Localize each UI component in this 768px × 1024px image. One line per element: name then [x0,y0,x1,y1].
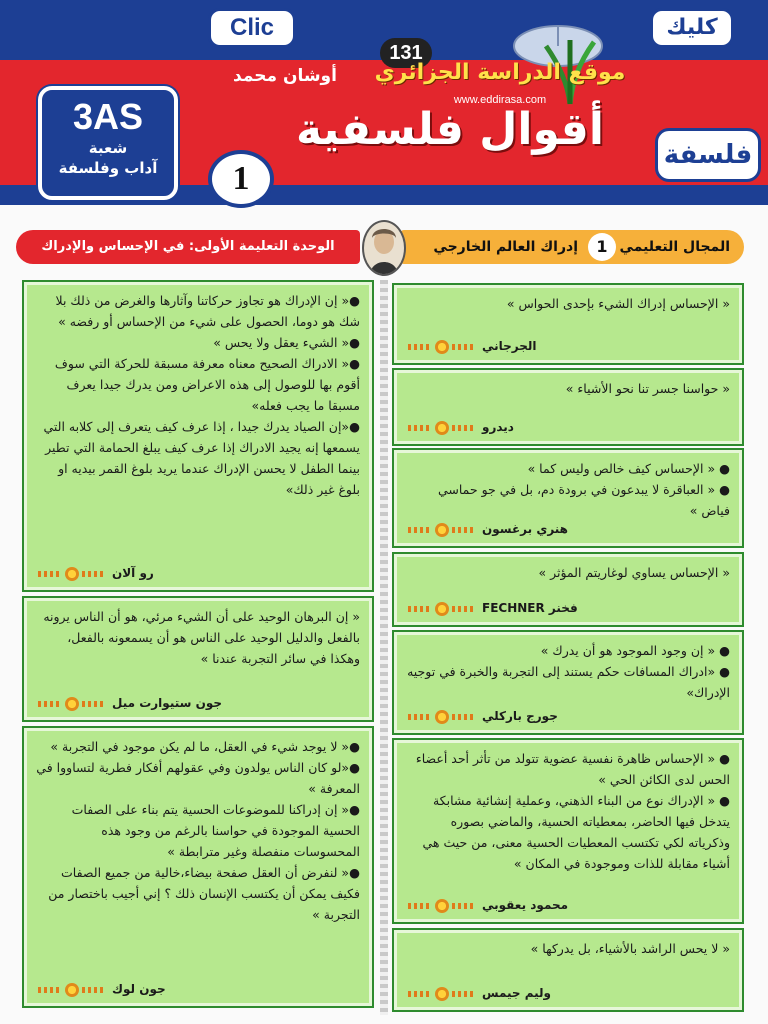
quote-author: فخنر FECHNER [482,601,578,615]
sun-ornament-icon [38,697,106,711]
quote-panel [392,552,744,627]
quote-panel [392,368,744,446]
quote-author: وليم جيمس [482,986,552,1000]
sun-ornament-icon [408,421,476,435]
quote-text: ●« لنفرض أن العقل صفحة بيضاء،خالية من جميع الصفات فكيف يمكن أن يكتسب الإنسان ذلك ؟ إني أجيب باختصار من التجربة » [48,865,360,922]
level-stream: شعبة آداب وفلسفة [58,139,158,177]
sun-ornament-icon [408,523,476,537]
quote-attribution [38,693,222,714]
field-topic: إدراك العالم الخارجي [433,239,578,255]
quote-text: ● « إن وجود الموجود هو أن يدرك » [540,643,730,658]
quote-text: « لا يحس الراشد بالأشياء، بل يدركها » [530,941,730,956]
unit-banner: الوحدة التعليمة الأولى: في الإحساس والإدراك [16,230,360,264]
quote-attribution [408,336,537,357]
quote-text: ● « الإدراك نوع من البناء الذهني، وعملية إنشائية مشابكة يتدخل فيها الحاضر، بمعطياته الحسية، والماضي بصوره وذكرياته لكي تكتسب المعطيات الحسية معنى، من حيث هي أشياء مقابلة للذات وموجودة في المكان » [422,793,730,871]
site-name: موقع الدراسة الجزائري [374,60,626,85]
issue-number-badge: 131 [380,38,432,68]
quote-text: ● « الإحساس كيف خالص وليس كما » [527,461,730,476]
field-banner [400,230,744,264]
clic-logo: Clic [208,8,296,48]
quote-author: جورج باركلي [482,709,558,723]
column-divider [380,280,388,1015]
quote-text: « الإحساس إدراك الشيء بإحدى الحواس » [506,296,730,311]
quote-panel [392,738,744,924]
sun-ornament-icon [408,602,476,616]
quote-attribution [38,979,166,1000]
sun-ornament-icon [408,710,476,724]
quote-attribution [408,519,568,540]
quote-text: « الإحساس يساوي لوغاريتم المؤثر » [538,565,730,580]
quote-text: « حواسنا جسر تنا نحو الأشياء » [565,381,730,396]
quote-panel [392,928,744,1012]
clic-arabic-logo: كليك [650,8,734,48]
quote-author: جون ستيوارت ميل [112,696,223,710]
site-url: www.eddirasa.com [453,94,547,106]
quote-author: الجرجاني [482,339,537,353]
quote-text: ● « الإحساس ظاهرة نفسية عضوية تتولد من تأثر أحد أعضاء الحس لدى الكائن الحي » [415,751,730,787]
sun-ornament-icon [38,567,106,581]
quote-panel [22,280,374,592]
quote-text: ●«إن الصياد يدرك جيدا ، إذا عرف كيف يتعرف إلى كلابه التي يسمعها إنه يجيد الادراك إذا عرف كيف يبلغ الحمامة التي تطير بينما الطفل لا يحسن الإدراك عندما يريد بلوغ القمر بيديه او بلوغ غير ذلك» [43,419,360,497]
quote-panel [392,283,744,365]
quote-text: « إن البرهان الوحيد على أن الشيء مرئي، هو أن الناس يرونه بالفعل والدليل الوحيد على الناس هو أن يسمعونه بالفعل، وهكذا في سائر التجربة عندنا » [43,609,360,666]
quote-attribution [408,895,568,916]
quote-author: جون لوك [112,982,166,996]
quote-attribution [408,417,514,438]
author-name: أوشان محمد [233,66,337,86]
subject-badge: فلسفة [655,128,761,182]
quote-panel [392,630,744,735]
quote-author: ديدرو [482,420,514,434]
quote-attribution [408,983,551,1004]
quote-text: ●«لو كان الناس يولدون وفي عقولهم أفكار فطرية لتساووا في المعرفة » [36,760,360,796]
level-code: 3AS [72,96,144,137]
quote-text: ●« إن الإدراك هو تجاوز حركاتنا وآثارها والغرض من ذلك بلا شك هو دوما، الحصول على شيء من الإحساس أو رفضه » [55,293,360,329]
quote-text: ● « العباقرة لا يبدعون في برودة دم، بل في جو حماسي فياض » [437,482,730,518]
sun-ornament-icon [408,899,476,913]
quote-text: ●« الادراك الصحيح معناه معرفة مسبقة للحركة التي سوف أقوم بها للوصول إلى هذه الاعراض ومن يدرك جيدا يعرف مسبقا ما يجب فعله» [54,356,360,413]
sun-ornament-icon [408,340,476,354]
quote-attribution [38,563,154,584]
quote-panel [22,596,374,722]
quote-attribution [408,598,578,619]
quote-author: هنري برغسون [482,522,569,536]
part-number-badge: 1 [208,150,274,208]
quote-panel [392,448,744,548]
quote-text: ● «ادراك المسافات حكم يستند إلى التجربة والخبرة في توجيه الإدراك» [407,664,730,700]
quote-text: ●« لا يوجد شيء في العقل، ما لم يكن موجود في التجربة » [50,739,360,754]
quote-text: ●« إن إدراكنا للموضوعات الحسية يتم بناء على الصفات الحسية الموجودة في حواسنا بالرغم من وجود هذه المحسوسات منفصلة وغير مترابطة » [71,802,360,859]
quote-panel [22,726,374,1008]
quote-text: ●« الشيء يعقل ولا يحس » [213,335,360,350]
field-number: 1 [588,233,616,261]
sun-ornament-icon [408,987,476,1001]
philosopher-portrait [362,220,406,276]
field-label: المجال التعليمي [619,239,730,255]
quote-author: محمود يعقوبي [482,898,569,912]
quote-attribution [408,706,558,727]
sun-ornament-icon [38,983,106,997]
page-title: أقوال فلسفية [296,104,604,155]
level-badge [38,86,178,200]
quote-author: رو آلان [112,566,154,580]
